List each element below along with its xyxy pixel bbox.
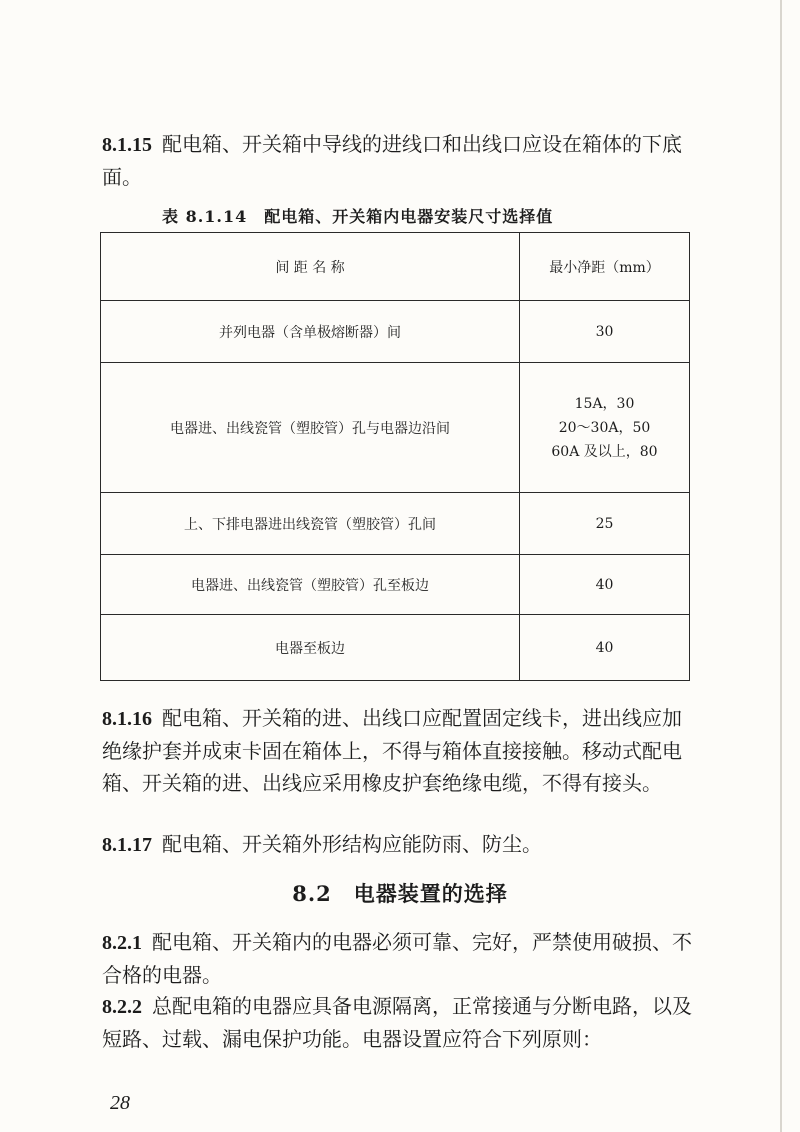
row-value: 40 — [520, 615, 690, 681]
table-row — [101, 363, 690, 493]
clause-text: 配电箱、开关箱中导线的进线口和出线口应设在箱体的下底面。 — [102, 132, 682, 189]
table-row — [101, 493, 690, 555]
clause-number: 8.1.15 — [102, 134, 152, 156]
table-row — [101, 615, 690, 681]
clause-8-1-17 — [102, 828, 692, 861]
row-name: 上、下排电器进出线瓷管（塑胶管）孔间 — [101, 493, 520, 555]
clause-text: 配电箱、开关箱的进、出线口应配置固定线卡，进出线应加绝缘护套并成束卡固在箱体上，不得与箱体直接接触。移动式配电箱、开关箱的进、出线应采用橡皮护套绝缘电缆，不得有接头。 — [102, 706, 682, 795]
clause-number: 8.2.1 — [102, 932, 142, 954]
row-value: 40 — [520, 555, 690, 615]
row-name: 电器进、出线瓷管（塑胶管）孔与电器边沿间 — [101, 363, 520, 493]
spacing-table — [100, 232, 690, 681]
row-value: 60A 及以上，80 — [551, 443, 658, 460]
row-name: 电器进、出线瓷管（塑胶管）孔至板边 — [101, 555, 520, 615]
row-value: 25 — [520, 493, 690, 555]
clause-text: 配电箱、开关箱内的电器必须可靠、完好，严禁使用破损、不合格的电器。 — [102, 930, 692, 987]
clause-8-1-15 — [102, 128, 692, 193]
row-name: 并列电器（含单极熔断器）间 — [101, 301, 520, 363]
header-min-distance: 最小净距（mm） — [520, 233, 690, 301]
clause-number: 8.1.16 — [102, 708, 152, 730]
clause-8-2-2 — [102, 990, 692, 1055]
row-value: 15A，30 — [574, 395, 635, 412]
clause-8-1-16 — [102, 702, 692, 799]
clause-number: 8.2.2 — [102, 996, 142, 1018]
table-header-row — [101, 233, 690, 301]
row-name: 电器至板边 — [101, 615, 520, 681]
row-value: 20～30A，50 — [558, 419, 651, 436]
clause-text: 总配电箱的电器应具备电源隔离，正常接通与分断电路，以及短路、过载、漏电保护功能。电器设置应符合下列原则： — [102, 994, 692, 1051]
header-spacing-name: 间 距 名 称 — [101, 233, 520, 301]
row-values — [520, 363, 690, 493]
clause-text: 配电箱、开关箱外形结构应能防雨、防尘。 — [162, 832, 542, 856]
table-row — [101, 301, 690, 363]
table-caption: 表 8.1.14 配电箱、开关箱内电器安装尺寸选择值 — [162, 207, 554, 226]
clause-8-2-1 — [102, 926, 692, 991]
page-edge — [780, 0, 782, 1132]
clause-number: 8.1.17 — [102, 834, 152, 856]
table-row — [101, 555, 690, 615]
row-value: 30 — [520, 301, 690, 363]
page-number: 28 — [110, 1092, 130, 1114]
section-title: 8.2 电器装置的选择 — [292, 881, 508, 906]
